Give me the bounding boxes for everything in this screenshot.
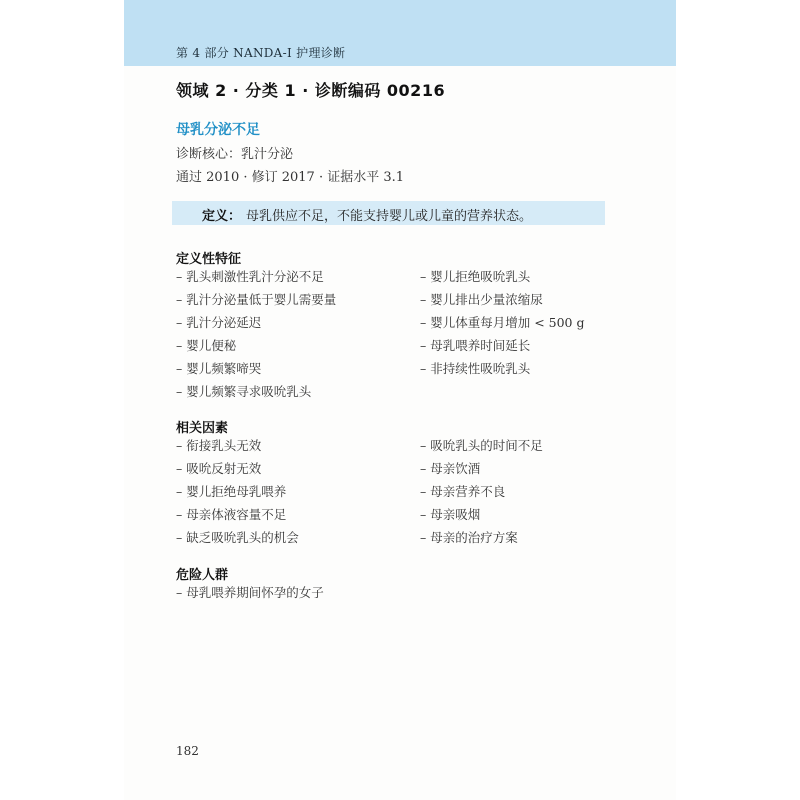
list-item: – 乳汁分泌延迟 (176, 315, 262, 330)
diagnosis-meta: 通过 2010 · 修订 2017 · 证据水平 3.1 (176, 170, 405, 185)
definition-label: 定义： (202, 209, 242, 224)
section-title-related-factors: 相关因素 (176, 421, 229, 436)
section-title-at-risk: 危险人群 (176, 568, 229, 583)
list-item: – 婴儿拒绝母乳喂养 (176, 484, 287, 499)
page-title: 领域 2 · 分类 1 · 诊断编码 00216 (176, 81, 446, 100)
section-title-defining-characteristics: 定义性特征 (176, 252, 242, 267)
list-item: – 母亲营养不良 (420, 484, 506, 499)
list-item: – 吸吮反射无效 (176, 461, 262, 476)
list-item: – 婴儿便秘 (176, 338, 237, 353)
list-item: – 母亲饮酒 (420, 461, 481, 476)
list-item: – 婴儿频繁寻求吸吮乳头 (176, 384, 312, 399)
list-item: – 非持续性吸吮乳头 (420, 361, 531, 376)
running-header: 第 4 部分 NANDA-I 护理诊断 (176, 46, 346, 60)
list-item: – 母亲吸烟 (420, 507, 481, 522)
list-item: – 衔接乳头无效 (176, 438, 262, 453)
list-item: – 乳汁分泌量低于婴儿需要量 (176, 292, 337, 307)
list-item: – 母亲体液容量不足 (176, 507, 287, 522)
list-item: – 母乳喂养时间延长 (420, 338, 531, 353)
diagnosis-name: 母乳分泌不足 (176, 122, 260, 138)
list-item: – 婴儿拒绝吸吮乳头 (420, 269, 531, 284)
definition-text: 母乳供应不足，不能支持婴儿或儿童的营养状态。 (246, 209, 533, 224)
list-item: – 乳头刺激性乳汁分泌不足 (176, 269, 324, 284)
list-item: – 婴儿体重每月增加 < 500 g (420, 315, 585, 330)
page-number: 182 (176, 744, 199, 758)
list-item: – 婴儿排出少量浓缩尿 (420, 292, 543, 307)
list-item: – 母亲的治疗方案 (420, 530, 518, 545)
list-item: – 缺乏吸吮乳头的机会 (176, 530, 299, 545)
list-item: – 母乳喂养期间怀孕的女子 (176, 585, 324, 600)
diagnosis-core: 诊断核心：乳汁分泌 (176, 147, 294, 162)
list-item: – 吸吮乳头的时间不足 (420, 438, 543, 453)
list-item: – 婴儿频繁啼哭 (176, 361, 262, 376)
